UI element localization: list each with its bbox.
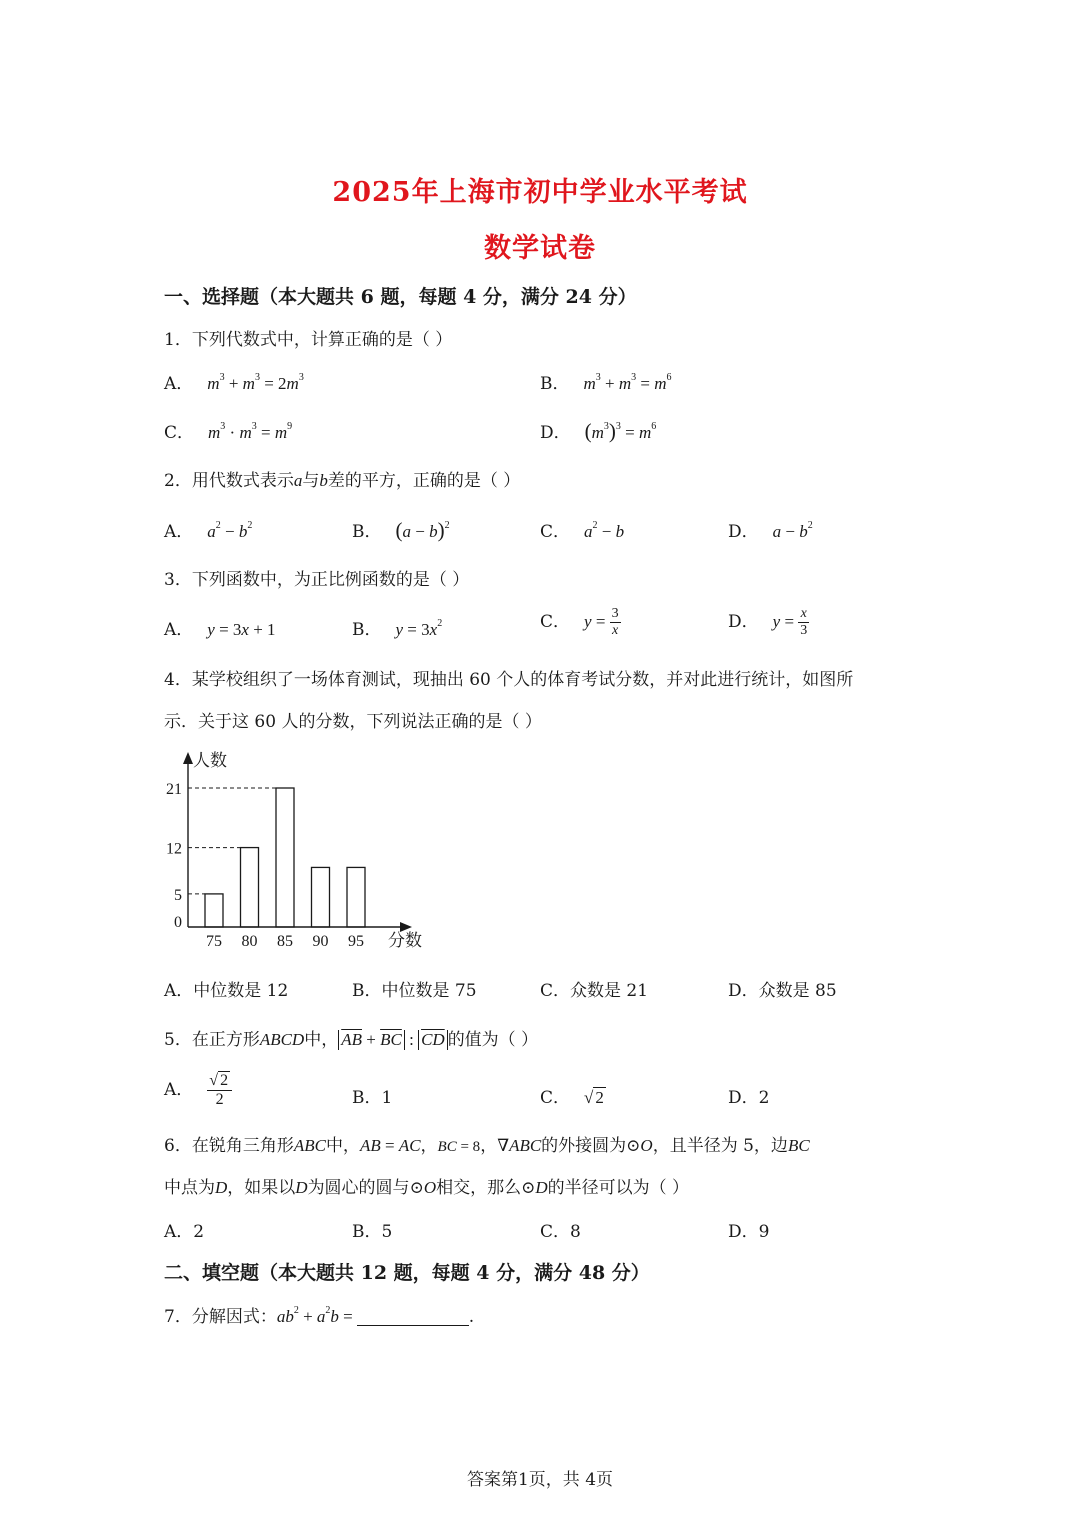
question-6-stem-line1: 6．在锐角三角形ABC中，AB = AC，BC = 8，∇ABC的外接圆为⊙O，且半径为 5，边BC — [164, 1136, 810, 1156]
question-5-option-d: D．2 — [728, 1088, 770, 1108]
section-fill-heading: 二、填空题（本大题共 12 题，每题 4 分，满分 48 分） — [164, 1262, 650, 1284]
bar-85 — [276, 788, 294, 927]
question-1-stem: 1．下列代数式中，计算正确的是（ ） — [164, 330, 453, 350]
x-tick-label: 85 — [277, 933, 293, 950]
question-5-option-c: C． √ 2 — [540, 1088, 604, 1108]
bar-75 — [205, 894, 223, 927]
question-6-option-a: A．2 — [164, 1222, 205, 1242]
question-6-stem-line2: 中点为D，如果以D为圆心的圆与⊙O相交，那么⊙D的半径可以为（ ） — [164, 1178, 690, 1198]
bar-90 — [312, 867, 330, 927]
question-2-stem: 2．用代数式表示a与b差的平方，正确的是（ ） — [164, 471, 521, 491]
question-6-option-d: D．9 — [728, 1222, 770, 1242]
question-2-option-a: A． $a^2 - b^2$ — [164, 520, 253, 542]
score-histogram — [150, 742, 450, 962]
question-5-stem: 5．在正方形ABCD中， $\overline{AB} + \overline{BC}$ : $\overline{CD}$ 的值为（ ） — [164, 1030, 539, 1050]
exam-subtitle: 数学试卷 — [484, 233, 596, 264]
x-tick-label: 75 — [206, 933, 222, 950]
question-1-option-c: C． $m^3 \cdot m^3 = m^9$ — [164, 421, 293, 443]
question-6-option-c: C．8 — [540, 1222, 581, 1242]
question-4-option-c: C．众数是 21 — [540, 981, 649, 1001]
x-tick-label: 95 — [348, 933, 364, 950]
x-tick-label: 90 — [312, 933, 329, 950]
question-5-option-a: A． $\frac{√ 2}{2}$ — [164, 1072, 232, 1110]
question-3-option-c: C． y = $\frac{3}{x}$ — [540, 606, 619, 639]
section-choice-heading: 一、选择题（本大题共 6 题，每题 4 分，满分 24 分） — [164, 286, 637, 308]
question-3-option-b: B． $y = 3x^2$ — [352, 618, 443, 640]
question-4-option-b: B．中位数是 75 — [352, 981, 477, 1001]
question-1-option-b: B． $m^3 + m^3 = m^6$ — [540, 372, 672, 394]
x-tick-label: 80 — [241, 933, 258, 950]
y-axis-label: 人数 — [193, 751, 227, 770]
question-2-option-d: D． $a - b^2$ — [728, 520, 813, 542]
question-3-option-d: D． y = $\frac{x}{3}$ — [728, 606, 808, 639]
question-2-option-c: C． $a^2 - b$ — [540, 520, 625, 542]
y-tick-label: 0 — [174, 914, 182, 931]
question-5-option-b: B．1 — [352, 1088, 393, 1108]
question-4-stem-line2: 示．关于这 60 人的分数，下列说法正确的是（ ） — [164, 712, 542, 732]
page-footer: 答案第1页，共 4页 — [466, 1470, 614, 1490]
question-4-option-d: D．众数是 85 — [728, 981, 837, 1001]
y-tick-label: 12 — [166, 840, 182, 858]
y-tick-label: 21 — [166, 781, 182, 798]
question-1-option-d: D． $(m^3)^3 = m^6$ — [540, 419, 657, 443]
y-axis-arrow — [183, 752, 193, 764]
y-tick-label: 5 — [174, 886, 182, 904]
x-axis-label: 分数 — [388, 931, 422, 950]
question-3-option-a: A． y = 3x + 1 — [164, 620, 276, 640]
question-6-option-b: B．5 — [352, 1222, 393, 1242]
answer-blank[interactable] — [357, 1307, 469, 1326]
question-3-stem: 3．下列函数中，为正比例函数的是（ ） — [164, 570, 470, 590]
question-4-stem-line1: 4．某学校组织了一场体育测试，现抽出 60 个人的体育考试分数，并对此进行统计，如图所 — [164, 670, 854, 690]
exam-title: 2025年上海市初中学业水平考试 — [332, 177, 748, 208]
question-7-stem: 7．分解因式：$ab^2 + a^2b$ = . — [164, 1305, 475, 1327]
question-4-option-a: A．中位数是 12 — [164, 981, 289, 1001]
question-2-option-b: B． $(a - b)^2$ — [352, 518, 450, 542]
bar-95 — [347, 867, 365, 927]
question-1-option-a: A． $m^3 + m^3 = 2m^3$ — [164, 372, 304, 394]
bar-80 — [241, 848, 259, 927]
